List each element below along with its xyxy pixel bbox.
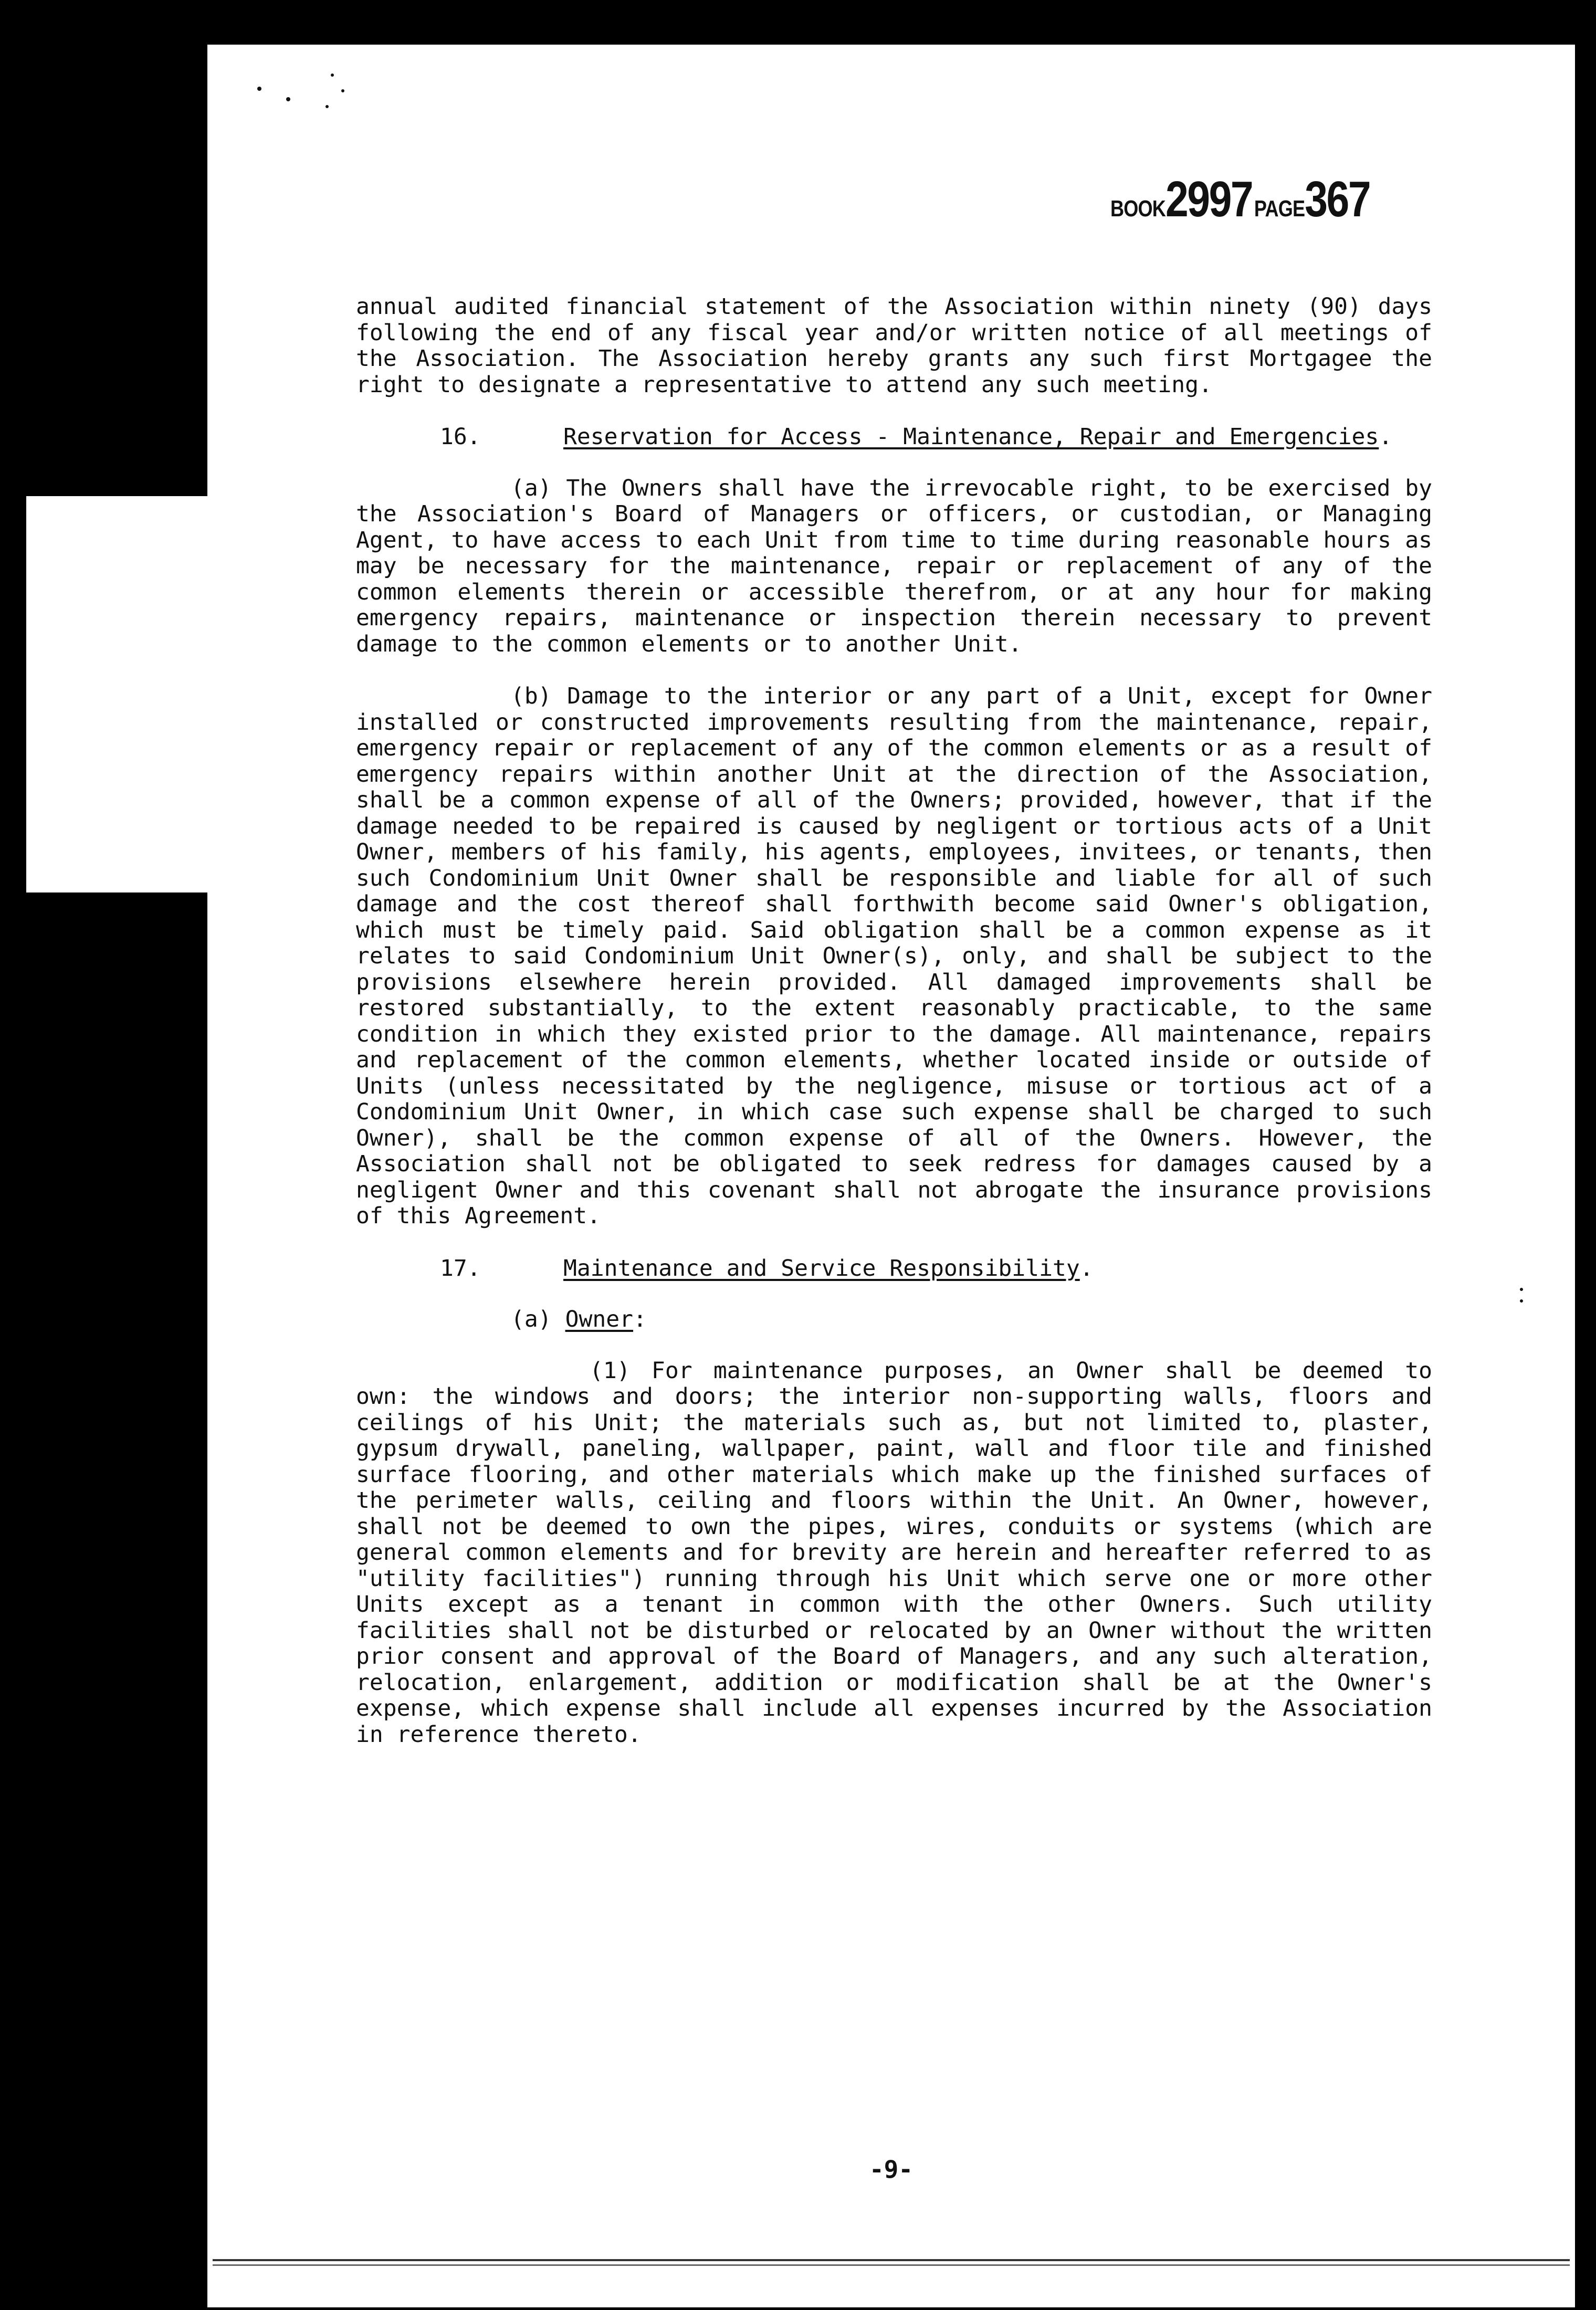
subsection-17a-heading	[356, 1307, 1432, 1333]
section-number: 17.	[440, 1255, 481, 1282]
document-body	[356, 294, 1432, 1748]
page-label: PAGE	[1254, 196, 1305, 222]
scan-speck	[1520, 1288, 1523, 1291]
book-number: 2997	[1165, 171, 1253, 227]
scan-speck	[331, 74, 334, 77]
scan-speck	[286, 97, 290, 101]
subsection-colon: :	[633, 1306, 647, 1332]
book-label: BOOK	[1110, 196, 1166, 222]
section-17-heading	[356, 1256, 1432, 1282]
page-number-footer: -9-	[869, 2155, 914, 2183]
section-title: Maintenance and Service Responsibility	[563, 1255, 1080, 1282]
bottom-rule	[213, 2264, 1570, 2266]
book-page-stamp	[1110, 171, 1370, 228]
scan-speck	[341, 89, 344, 92]
paragraph-continuation: annual audited financial statement of the Association within ninety (90) days following the end of any fiscal year and/or written notice of all meetings of the Association. The Association hereby grants any such first Mortgagee the right to designate a representative to attend any such meeting.	[356, 293, 1432, 398]
page-number: 367	[1305, 171, 1370, 227]
paragraph-17a1: (1) For maintenance purposes, an Owner shall be deemed to own: the windows and doors; the interior non-supporting walls, floors and ceilings of his Unit; the materials such as, but not limited to, plaster, gypsum drywall, paneling, wallpaper, paint, wall and floor tile and finished surface flooring, and other materials which make up the finished surfaces of the perimeter walls, ceiling and floors within the Unit. An Owner, however, shall not be deemed to own the pipes, wires, conduits or systems (which are general common elements and for brevity are herein and hereafter referred to as "utility facilities") running through his Unit which serve one or more other Units except as a tenant in common with the other Owners. Such utility facilities shall not be disturbed or relocated by an Owner without the written prior consent and approval of the Board of Managers, and any such alteration, relocation, enlargement, addition or modification shall be at the Owner's expense, which expense shall include all expenses incurred by the Association in reference thereto.	[356, 1357, 1432, 1748]
document-page	[207, 45, 1575, 2307]
section-title: Reservation for Access - Maintenance, Repair and Emergencies	[563, 424, 1379, 450]
subsection-prefix: (a)	[511, 1306, 552, 1332]
scan-speck	[326, 105, 329, 108]
section-number: 16.	[440, 424, 481, 450]
paragraph-16a: (a) The Owners shall have the irrevocable right, to be exercised by the Association's Board of Managers or officers, or custodian, or Managing Agent, to have access to each Unit from time to time during reasonable hours as may be necessary for the maintenance, repair or replacement of any of the common elements therein or accessible therefrom, or at any hour for making emergency repairs, maintenance or inspection therein necessary to prevent damage to the common elements or to another Unit.	[356, 475, 1432, 657]
section-16-heading	[356, 424, 1432, 450]
paragraph-16b: (b) Damage to the interior or any part of a Unit, except for Owner installed or constructed improvements resulting from the maintenance, repair, emergency repair or replacement of any of the common elements or as a result of emergency repairs within another Unit at the direction of the Association, shall be a common expense of all of the Owners; provided, however, that if the damage needed to be repaired is caused by negligent or tortious acts of a Unit Owner, members of his family, his agents, employees, invitees, or tenants, then such Condominium Unit Owner shall be responsible and liable for all of such damage and the cost thereof shall forthwith become said Owner's obligation, which must be timely paid. Said obligation shall be a common expense as it relates to said Condominium Unit Owner(s), only, and shall be subject to the provisions elsewhere herein provided. All damaged improvements shall be restored substantially, to the extent reasonably practicable, to the same condition in which they existed prior to the damage. All maintenance, repairs and replacement of the common elements, whether located inside or outside of Units (unless necessitated by the negligence, misuse or tortious act of a Condominium Unit Owner, in which case such expense shall be charged to such Owner), shall be the common expense of all of the Owners. However, the Association shall not be obligated to seek redress for damages caused by a negligent Owner and this covenant shall not abrogate the insurance provisions of this Agreement.	[356, 683, 1432, 1229]
scanner-tab-artifact	[26, 496, 207, 892]
scan-speck	[1520, 1299, 1523, 1303]
section-title-period: .	[1379, 424, 1393, 450]
scan-speck	[257, 87, 261, 91]
section-title-period: .	[1079, 1255, 1094, 1282]
bottom-rule	[213, 2259, 1570, 2261]
subsection-title: Owner	[565, 1306, 634, 1332]
